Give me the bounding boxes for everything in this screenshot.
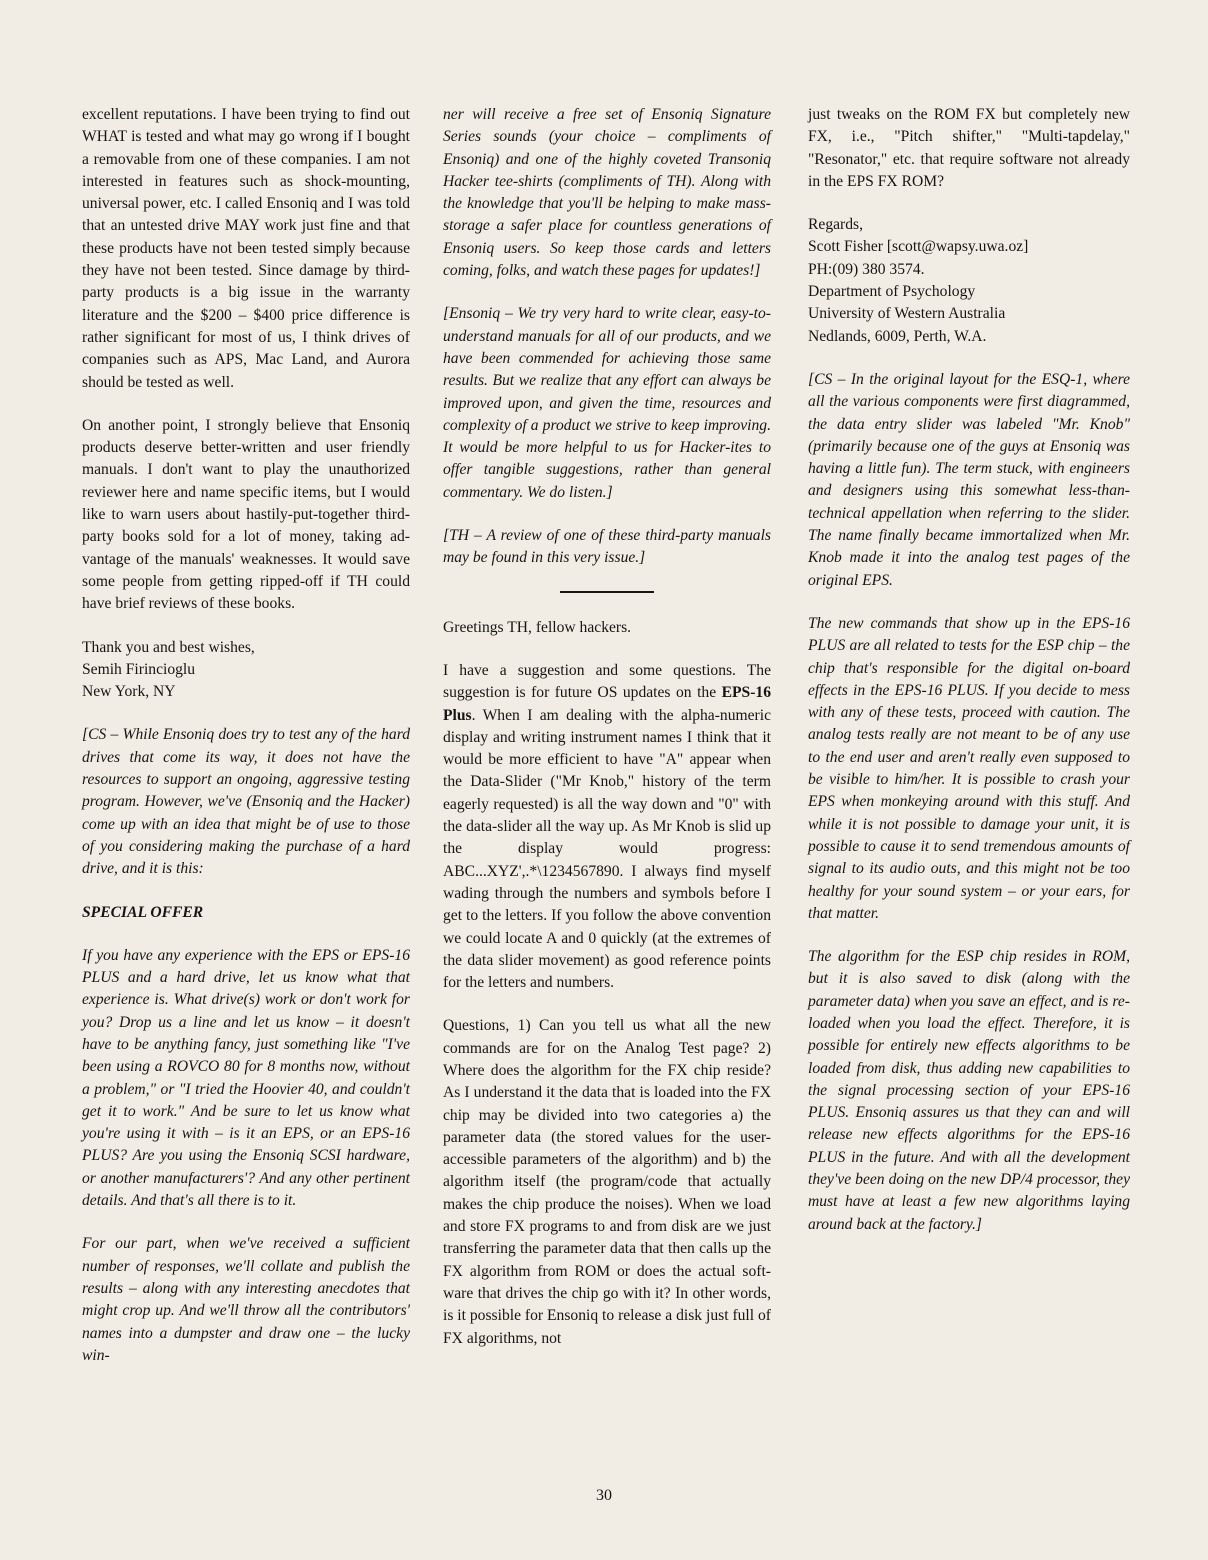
letter-signature	[808, 214, 1130, 348]
column-1	[82, 104, 410, 1388]
text-run: I have a suggestion and some questions. The suggestion is for future OS updates on the	[443, 661, 771, 702]
signature-department: Department of Psychology	[808, 283, 976, 301]
offer-paragraph: ner will receive a free set of Ensoniq Signature Series sounds (your choice – compliments of Ensoniq) and one of the highly coveted Transoniq Hacker tee-shirts (compliments of TH). Along with the knowledge that you'll be helping to make mass-storage a safer place for countless generations of Ensoniq users. So keep those cards and letters coming, folks, and watch these pages for updates!]	[443, 106, 771, 280]
product-name: EPS-16 Plus	[443, 684, 771, 724]
cs-reply: [CS – In the original layout for the ESQ-1, where all the various components were first diagrammed, the data entry slider was labeled "Mr. Knob" (primarily because one of the guys at Ensoniq was having a little fun). The term stuck, with engineers and designers using this somewhat less-thantechnical appellation when referring to the slider. The name finally became immortalized when Mr. Knob made it into the analog test pages of the original EPS.	[808, 370, 1130, 589]
ensoniq-reply: [Ensoniq – We try very hard to write clear, easy-to-understand manuals for all of our products, and we have been commended for achieving those same results. But we realize that any effort can always be improved upon, and given the time, resources and complexity of a product we strive to keep improving. It would be more helpful to us for Hacker-ites to offer tangible suggestions, rather than general commentary. We do listen.]	[443, 305, 771, 501]
regards-line: Regards,	[808, 216, 863, 234]
letter-greeting: Greetings TH, fellow hackers.	[443, 618, 632, 636]
cs-reply: [CS – While Ensoniq does try to test any of the hard drives that come its way, it does not have the resources to support an ongoing, aggressive testing program. However, we've (Ensoniq and the Hacker) come up with an idea that might be of use to those of you considering making the purchase of a hard drive, and it is this:	[82, 726, 410, 878]
signature-university: University of Western Australia	[808, 305, 1006, 323]
letter-paragraph: Questions, 1) Can you tell us what all the new commands are for on the Analog Test page? 2) Where does the algorithm for the FX chip reside? As I understand it the data that is loaded into the FX chip may be divided into two categories a) the parameter data (the stored values for the user-accessible parameters of the algorithm) and b) the algorithm itself (the program/code that actually makes the chip produce the noises). When we load and store FX programs to and from disk are we just transferring the parameter data that then calls up the FX algorithm from ROM or does the actual software that drives the chip go with it? In other words, is it possible for Ensoniq to release a disk just full of FX algorithms, not	[443, 1017, 771, 1347]
column-3	[808, 104, 1130, 1257]
offer-paragraph: If you have any experience with the EPS or EPS-16 PLUS and a hard drive, let us know what that experience is. What drive(s) work or don't work for you? Drop us a line and let us know – it doesn't have to be anything fancy, just something like "I've been using a ROVCO 80 for 8 months now, without a problem," or "I tried the Hoovier 40, and couldn't get it to work." And be sure to let us know what you're using it with – is it an EPS, or an EPS-16 PLUS? Are you using the Ensoniq SCSI hardware, or another manufacturers'? And any other pertinent details. And that's all there is to it.	[82, 946, 410, 1210]
offer-paragraph: For our part, when we've received a sufficient number of responses, we'll collate and publish the results – along with any interesting anecdotes that might crop up. And we'll throw all the contributors' names into a dumpster and draw one – the lucky win-	[82, 1235, 410, 1364]
text-run: . When I am dealing with the alpha-numeric display and writing instrument names I think that it would be more efficient to have "A" appear when the Data-Slider ("Mr Knob," history of the term eagerly requested) is all the way down and "0" with the data-slider all the way up. As Mr Knob is slid up the display would progress: ABC...XYZ',.*\1234567890. I always find myself wading through the numbers and symbols before I get to the letters. If you follow the above convention we could locate A and 0 quickly (at the extremes of the data slider movement) as good reference points for the letters and numbers.	[443, 706, 771, 992]
signature-name: Scott Fisher [scott@wapsy.uwa.oz]	[808, 238, 1029, 256]
letter-paragraph: excellent reputations. I have been trying to find out WHAT is tested and what may go wrong if I bought a removable from one of these companies. I am not interested in features such as shock-mounting, universal power, etc. I called Ensoniq and I was told that an untested drive MAY work just fine and that these products have not been tested simply because they have not been tested. Since damage by third-party products is a big issue in the warranty literature and the $200 – $400 price difference is rather significant for most of us, I think drives of companies such as APS, Mac Land, and Aurora should be tested as well.	[82, 106, 410, 391]
letter-paragraph: On another point, I strongly believe that Ensoniq products deserve better-written and user friendly manuals. I don't want to play the unauthorized reviewer here and name specific items, but I would like to warn users about hastily-put-together third-party books sold for a lot of money, taking advantage of the manuals' weaknesses. It would save some people from getting ripped-off if TH could have brief reviews of these books.	[82, 416, 410, 613]
column-2	[443, 104, 771, 1371]
cs-reply-paragraph: The algorithm for the ESP chip resides in ROM, but it is also saved to disk (along with the parameter data) when you save an effect, and is re-loaded when you load the effect. Therefore, it is possible for entirely new effects algorithms to be loaded from disk, thus adding new capabilities to the signal processing section of your EPS-16 PLUS. Ensoniq assures us that they can and will release new effects algorithms for the EPS-16 PLUS in the future. And with all the development they've been doing on the new DP/4 processor, they must have at least a few new algorithms laying around back at the factory.]	[808, 948, 1130, 1233]
page-number: 30	[596, 1487, 612, 1504]
signature-name: Semih Firincioglu	[82, 660, 196, 678]
cs-reply-paragraph: The new commands that show up in the EPS-16 PLUS are all related to tests for the ESP chip – the chip that's responsible for the digital on-board effects in the EPS-16 PLUS. If you decide to mess with any of these tests, proceed with caution. The analog tests really are not meant to be of any use to the end user and aren't really even supposed to be visible to him/her. It is possible to crash your EPS when monkeying around with this stuff. And while it is not possible to damage your unit, it is possible to cause it to send tremendous amounts of signal to its audio outs, and this might not be too healthy for your sound system – or your ears, for that matter.	[808, 614, 1130, 922]
signature-phone: PH:(09) 380 3574.	[808, 260, 925, 278]
special-offer-heading: SPECIAL OFFER	[82, 903, 204, 921]
signature-location: New York, NY	[82, 683, 176, 701]
th-reply: [TH – A review of one of these third-party manuals may be found in this very issue.]	[443, 527, 771, 567]
signoff-line: Thank you and best wishes,	[82, 638, 255, 656]
letter-paragraph	[443, 660, 771, 994]
letter-signoff	[82, 637, 410, 704]
letter-paragraph: just tweaks on the ROM FX but completely new FX, i.e., "Pitch shifter," "Multi-tapdelay," "Resonator," etc. that require software not already in the EPS FX ROM?	[808, 106, 1130, 190]
section-divider	[560, 591, 654, 593]
signature-city: Nedlands, 6009, Perth, W.A.	[808, 327, 987, 345]
